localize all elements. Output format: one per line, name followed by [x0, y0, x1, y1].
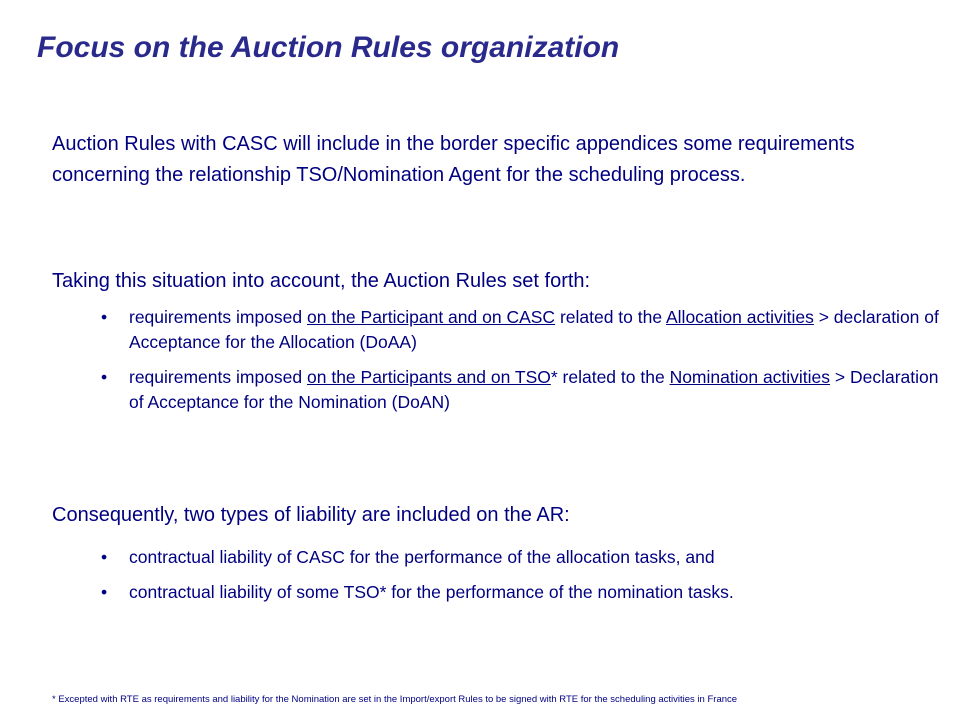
requirements-list: [0, 305, 960, 425]
item-text: > declaration of Acceptance for the Allocation (DoAA): [129, 307, 939, 352]
list-item: [0, 580, 960, 605]
underlined-text: Allocation activities: [666, 307, 814, 327]
item-text: > Declaration of Acceptance for the Nomination (DoAN): [129, 367, 939, 412]
bullet-icon: •: [101, 582, 108, 602]
slide-title: Focus on the Auction Rules organization: [37, 31, 620, 64]
item-text: contractual liability of some TSO* for the performance of the nomination tasks.: [129, 582, 734, 602]
underlined-text: Nomination activities: [669, 367, 831, 387]
list-item: [0, 305, 960, 355]
item-text: requirements imposed: [129, 307, 307, 327]
item-text: related to the: [555, 307, 666, 327]
liability-list: [0, 545, 960, 615]
list-item: [0, 545, 960, 570]
item-text: * related to the: [550, 367, 670, 387]
set-forth-paragraph: Taking this situation into account, the Auction Rules set forth:: [52, 270, 591, 292]
item-text: requirements imposed: [129, 367, 307, 387]
underlined-text: on the Participants and on TSO: [307, 367, 551, 387]
intro-paragraph: Auction Rules with CASC will include in the border specific appendices some requirements concerning the relationship TSO/Nomination Agent for the scheduling process.: [52, 133, 855, 186]
underlined-text: on the Participant and on CASC: [307, 307, 556, 327]
item-text: contractual liability of CASC for the performance of the allocation tasks, and: [129, 547, 715, 567]
bullet-icon: •: [101, 547, 108, 567]
bullet-icon: •: [101, 367, 108, 387]
liability-paragraph: Consequently, two types of liability are included on the AR:: [52, 504, 570, 526]
list-item: [0, 365, 960, 415]
footnote: * Excepted with RTE as requirements and liability for the Nomination are set in the Import/export Rules to be signed with RTE for the scheduling activities in France: [52, 694, 738, 705]
bullet-icon: •: [101, 307, 108, 327]
